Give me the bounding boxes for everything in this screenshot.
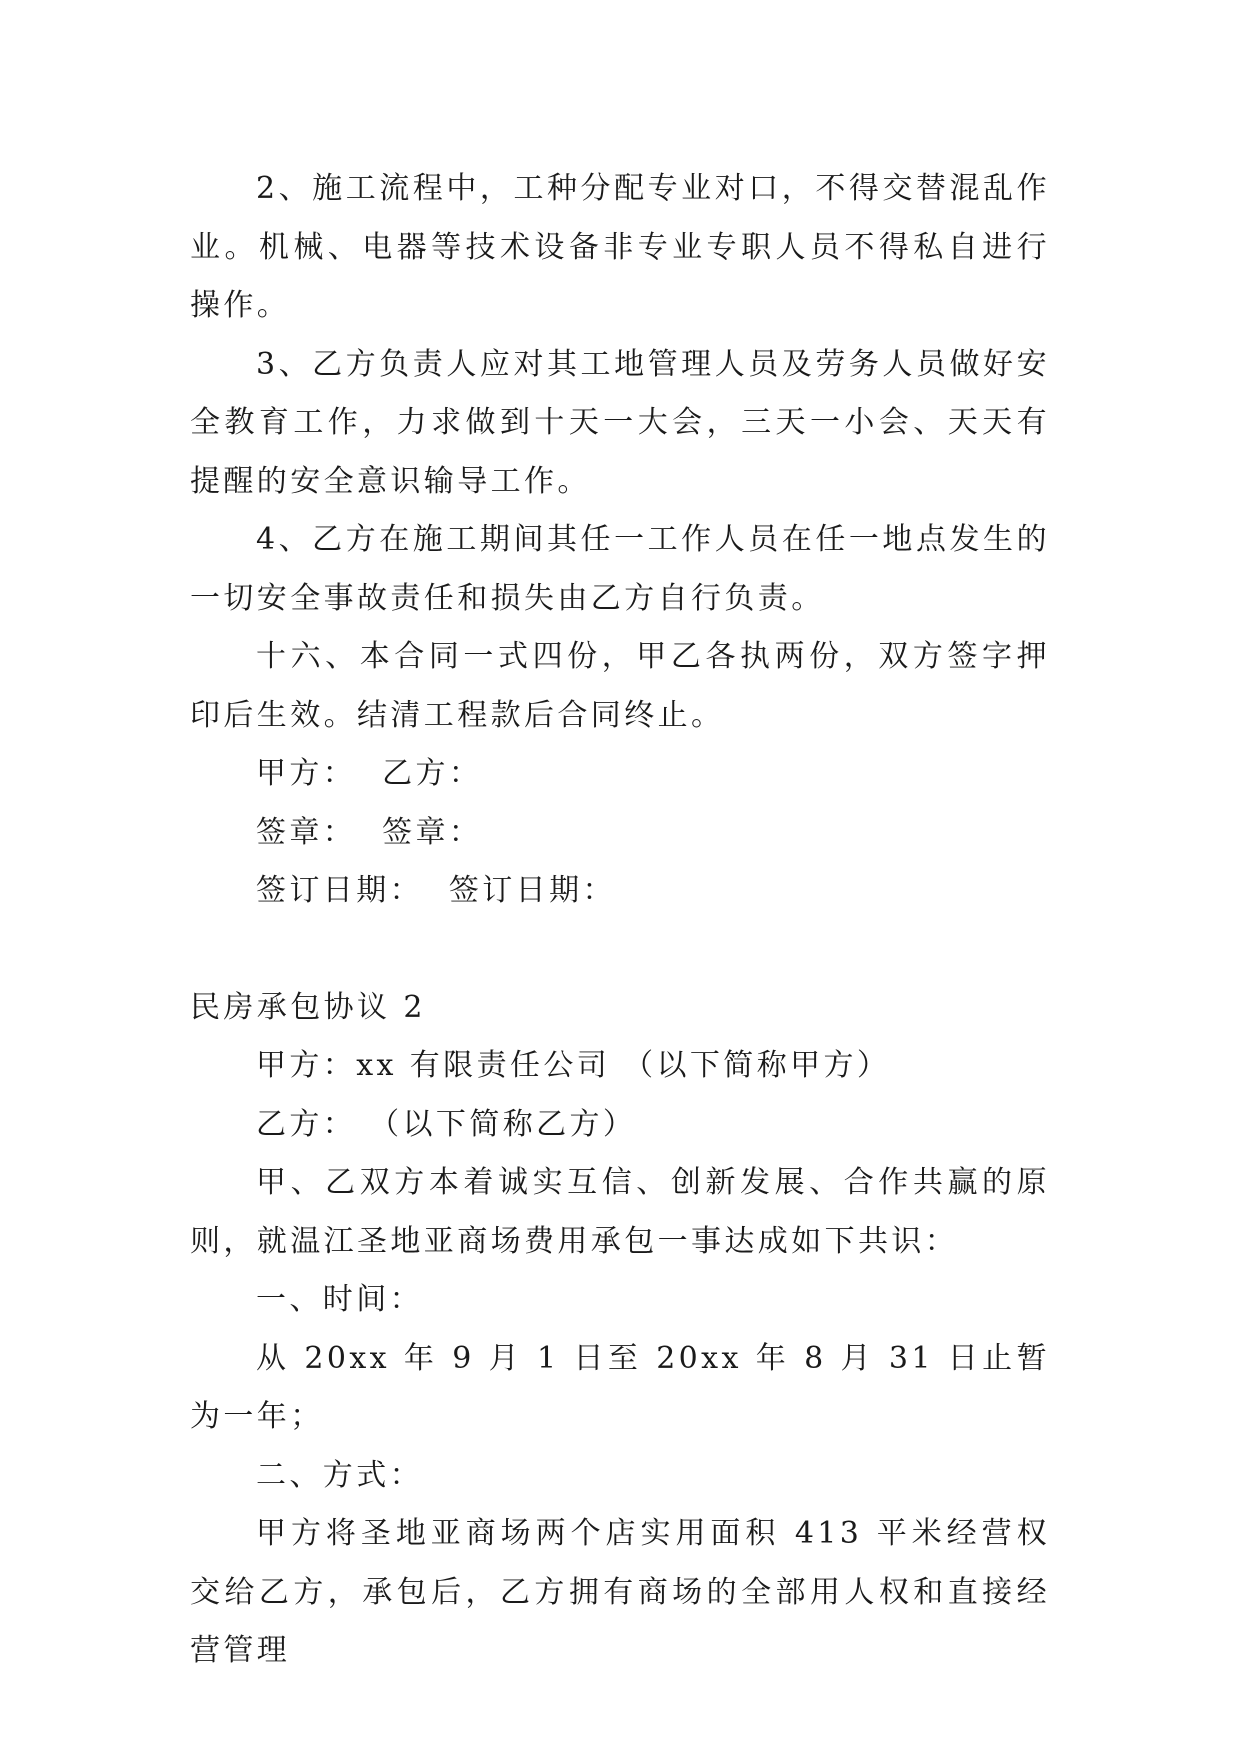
- section-title: 民房承包协议 2: [190, 989, 426, 1025]
- heading-time: 一、时间：: [256, 1282, 423, 1317]
- paragraph-clause-16: 十六、本合同一式四份，甲乙各执两份，双方签字押印后生效。结清工程款后合同终止。: [190, 639, 1050, 733]
- paragraph-principle: 甲、乙双方本着诚实互信、创新发展、合作共赢的原则，就温江圣地亚商场费用承包一事达成如下共识：: [190, 1165, 1050, 1259]
- signature-seal-line: 签章： 签章：: [256, 814, 483, 850]
- heading-method: 二、方式：: [256, 1457, 423, 1493]
- paragraph-clause-4: 4、乙方在施工期间其任一工作人员在任一地点发生的一切安全事故责任和损失由乙方自行负责。: [190, 522, 1050, 616]
- paragraph-method: 甲方将圣地亚商场两个店实用面积 413 平米经营权交给乙方，承包后，乙方拥有商场的全部用人权和直接经营管理: [190, 1516, 1050, 1668]
- paragraph-party-a: 甲方：xx 有限责任公司 （以下简称甲方）: [256, 1048, 891, 1083]
- paragraph-party-b: 乙方： （以下简称乙方）: [256, 1106, 637, 1142]
- paragraph-clause-2: 2、施工流程中，工种分配专业对口，不得交替混乱作业。机械、电器等技术设备非专业专职人员不得私自进行操作。: [190, 171, 1050, 323]
- signature-date-line: 签订日期： 签订日期：: [256, 873, 616, 908]
- signature-party-line: 甲方： 乙方：: [256, 756, 483, 791]
- section-spacer: [190, 921, 1050, 979]
- document-page: [190, 160, 1050, 1681]
- paragraph-time-range: 从 20xx 年 9 月 1 日至 20xx 年 8 月 31 日止暂为一年；: [190, 1340, 1050, 1434]
- paragraph-clause-3: 3、乙方负责人应对其工地管理人员及劳务人员做好安全教育工作，力求做到十天一大会，三天一小会、天天有提醒的安全意识输导工作。: [190, 346, 1050, 499]
